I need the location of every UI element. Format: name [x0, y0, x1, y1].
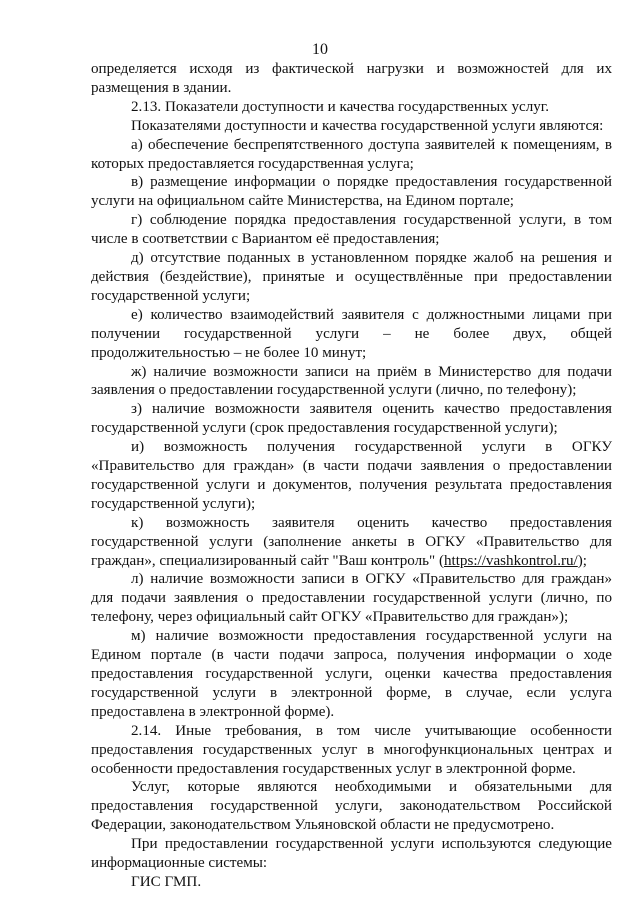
information-system-name: ГИС ГМП. [131, 873, 202, 890]
list-item-m: м) наличие возможности предоставления государственной услуги на Едином портале (в части подачи запроса, получения информации о ходе предоставления государственной услуги, оценки качества предоставления государственной услуги в электронной форме, в случае, если услуга предоставлена в электронной форме). [91, 628, 612, 720]
paragraph-information-systems: При предоставлении государственной услуги используются следующие информационные системы: [91, 836, 612, 872]
list-item-k-tail: ); [577, 552, 587, 569]
list-item-e: е) количество взаимодействий заявителя с должностными лицами при получении государственной услуги – не более двух, общей продолжительностью – не более 10 минут; [91, 306, 612, 361]
list-item-d: д) отсутствие поданных в установленном порядке жалоб на решения и действия (бездействие), принятые и осуществлённые при предоставлении государственной услуги; [91, 250, 612, 304]
vashkontrol-link[interactable]: https://vashkontrol.ru/ [444, 552, 578, 569]
list-item-k-text: к) возможность заявителя оценить качество предоставления государственной услуги (заполнение анкеты в ОГКУ «Правительство для граждан», специализированный сайт "Ваш контроль" ( [91, 514, 612, 569]
paragraph-indicators-intro: Показателями доступности и качества государственной услуги являются: [131, 117, 604, 134]
list-item-v: в) размещение информации о порядке предоставления государственной услуги на официальном сайте Министерства, на Едином портале; [91, 174, 612, 210]
list-item-g: г) соблюдение порядка предоставления государственной услуги, в том числе в соответствии с Вариантом её предоставления; [91, 212, 612, 248]
list-item-k [91, 514, 612, 571]
paragraph-required-services: Услуг, которые являются необходимыми и обязательными для предоставления государственной услуги, законодательством Российской Федерации, законодательством Ульяновской области не предусмотрено. [91, 779, 612, 834]
page-number: 10 [312, 41, 328, 58]
document-body [91, 60, 612, 892]
list-item-a: а) обеспечение беспрепятственного доступа заявителей к помещениям, в которых предоставляется государственная услуга; [91, 136, 612, 172]
list-item-zh: ж) наличие возможности записи на приём в Министерство для подачи заявления о предоставлении государственной услуги (лично, по телефону); [91, 363, 612, 399]
paragraph-continuation: определяется исходя из фактической нагрузки и возможностей для их размещения в здании. [91, 61, 612, 96]
section-heading-2-13: 2.13. Показатели доступности и качества государственных услуг. [131, 98, 550, 115]
section-heading-2-14: 2.14. Иные требования, в том числе учитывающие особенности предоставления государственных услуг в многофункциональных центрах и особенности предоставления государственных услуг в электронной форме. [91, 722, 612, 777]
list-item-l: л) наличие возможности записи в ОГКУ «Правительство для граждан» для подачи заявления о предоставлении государственной услуги (лично, по телефону, через официальный сайт ОГКУ «Правительство для граждан»); [91, 571, 612, 626]
list-item-z: з) наличие возможности заявителя оценить качество предоставления государственной услуги (срок предоставления государственной услуги); [91, 401, 612, 437]
list-item-i: и) возможность получения государственной услуги в ОГКУ «Правительство для граждан» (в части подачи заявления о предоставлении государственной услуги и документов, получения результата предоставления государственной услуги); [91, 439, 612, 512]
